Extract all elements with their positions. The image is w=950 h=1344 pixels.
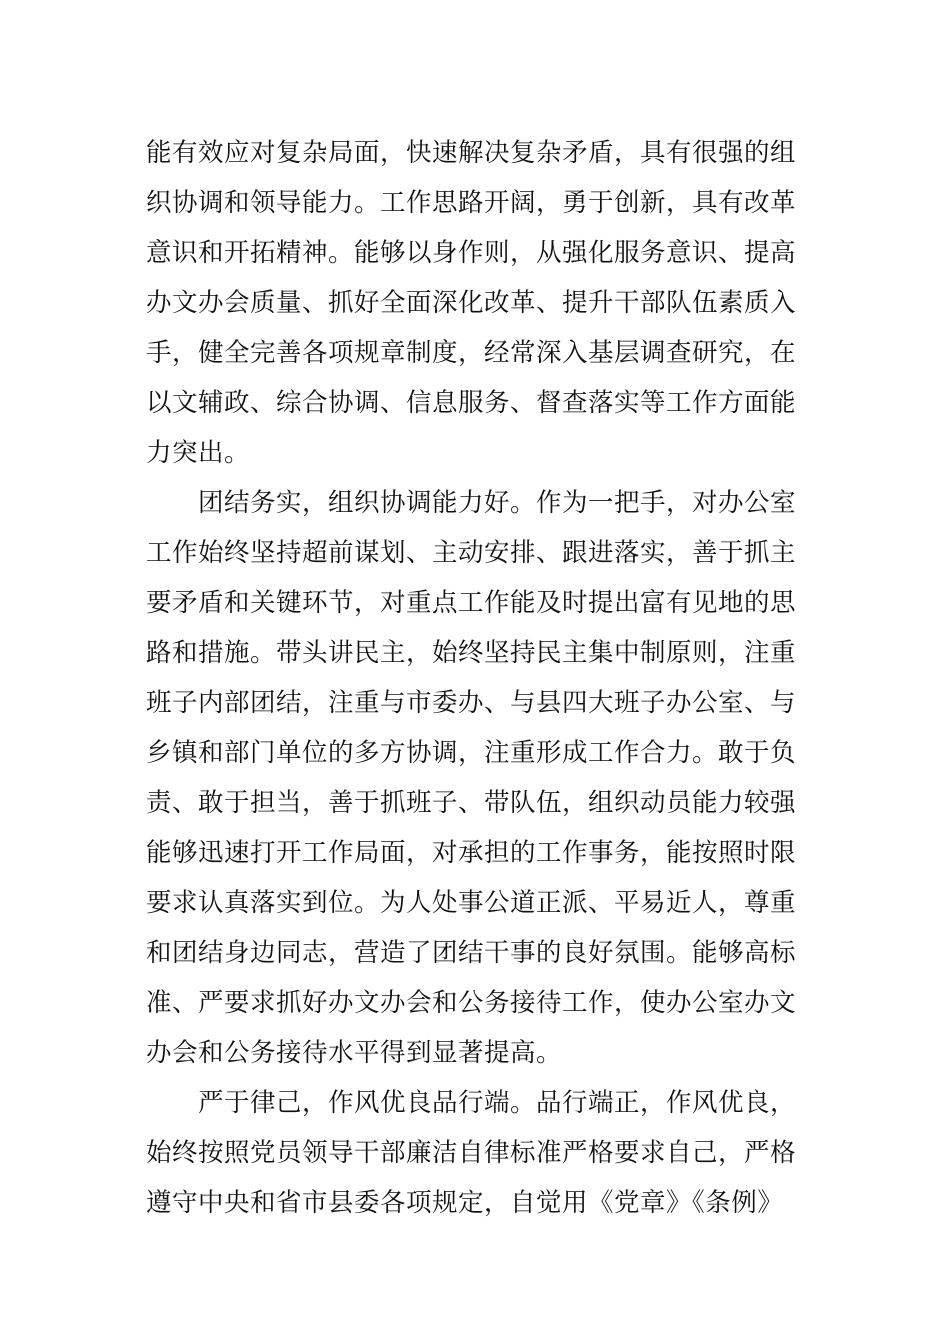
text-line: 工作始终坚持超前谋划、主动安排、跟进落实，善于抓主	[146, 538, 797, 568]
text-line: 准、严要求抓好办文办会和公务接待工作，使办公室办文	[146, 988, 797, 1018]
text-line: 织协调和领导能力。工作思路开阔，勇于创新，具有改革	[146, 188, 797, 218]
document-body	[146, 128, 810, 1228]
text-line: 团结务实，组织协调能力好。作为一把手，对办公室	[198, 488, 797, 518]
paragraph-1	[146, 128, 810, 478]
text-line: 能够迅速打开工作局面，对承担的工作事务，能按照时限	[146, 838, 797, 868]
text-line: 力突出。	[146, 438, 251, 468]
text-line: 遵守中央和省市县委各项规定，自觉用《党章》《条例》	[146, 1188, 784, 1218]
text-line: 要矛盾和关键环节，对重点工作能及时提出富有见地的思	[146, 588, 797, 618]
text-line: 意识和开拓精神。能够以身作则，从强化服务意识、提高	[146, 238, 797, 268]
text-line: 以文辅政、综合协调、信息服务、督查落实等工作方面能	[146, 388, 797, 418]
text-line: 责、敢于担当，善于抓班子、带队伍，组织动员能力较强	[146, 788, 797, 818]
text-line: 乡镇和部门单位的多方协调，注重形成工作合力。敢于负	[146, 738, 797, 768]
text-line: 班子内部团结，注重与市委办、与县四大班子办公室、与	[146, 688, 797, 718]
text-line: 办文办会质量、抓好全面深化改革、提升干部队伍素质入	[146, 288, 797, 318]
text-line: 手，健全完善各项规章制度，经常深入基层调查研究，在	[146, 338, 797, 368]
text-line: 路和措施。带头讲民主，始终坚持民主集中制原则，注重	[146, 638, 797, 668]
text-line: 和团结身边同志，营造了团结干事的良好氛围。能够高标	[146, 938, 797, 968]
text-line: 严于律己，作风优良品行端。品行端正，作风优良，	[198, 1088, 797, 1118]
paragraph-2	[146, 478, 810, 1078]
text-line: 办会和公务接待水平得到显著提高。	[146, 1038, 563, 1068]
text-line: 能有效应对复杂局面，快速解决复杂矛盾，具有很强的组	[146, 138, 797, 168]
text-line: 始终按照党员领导干部廉洁自律标准严格要求自己，严格	[146, 1138, 797, 1168]
text-line: 要求认真落实到位。为人处事公道正派、平易近人，尊重	[146, 888, 797, 918]
paragraph-3	[146, 1078, 810, 1228]
